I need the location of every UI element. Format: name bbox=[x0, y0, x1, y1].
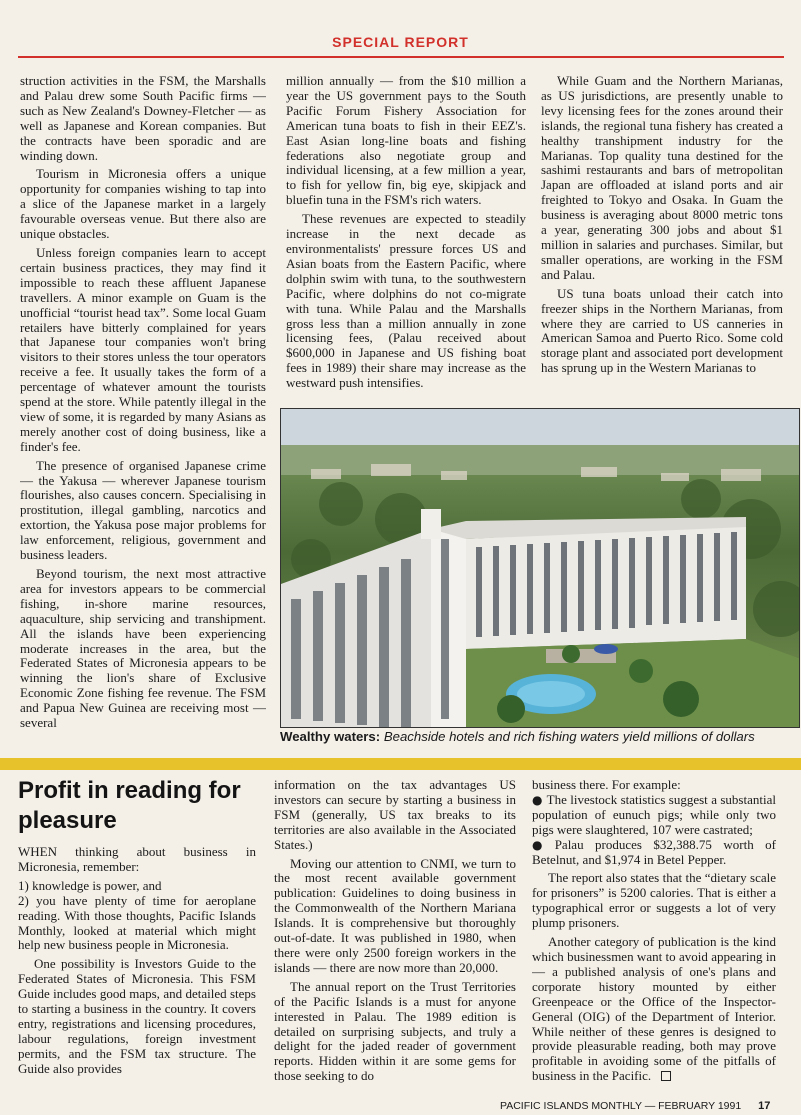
header-rule bbox=[18, 56, 784, 58]
sidebar-paragraph bbox=[532, 935, 776, 1084]
sidebar-paragraph: Moving our attention to CNMI, we turn to the most recent available government publication: Guidelines to doing business in the Commonwealth of the Northern Mariana Islands. It is comprehensive but thoroughly out-of-date. It was published in 1980, when there were only 2500 foreign workers in the islands — there are now more than 20,000. bbox=[274, 855, 516, 975]
article-paragraph: struction activities in the FSM, the Marshalls and Palau drew some South Pacific firms — such as New Zealand's Downey-Fletcher — as well as Japanese and Korean companies. But the contracts have been sporadic and are winding down. bbox=[20, 74, 266, 163]
bullet-icon: ● bbox=[532, 792, 543, 807]
photo-caption bbox=[280, 729, 800, 744]
footer-publication: PACIFIC ISLANDS MONTHLY — FEBRUARY 1991 bbox=[500, 1100, 742, 1112]
sidebar-paragraph-text: Another category of publication is the kind which businessmen want to avoid appearing in — a published analysis of one's plans and corporate history mounted by either Greenpeace or the Office of the Inspector-General (OIG) of the Department of Interior. While neither of these genres is designed to provide pleasurable reading, both may prove profitable in avoiding some of the pitfalls of business in the Pacific. bbox=[532, 934, 776, 1084]
article-column-1 bbox=[20, 74, 266, 754]
bullet-text: Palau produces $32,388.75 worth of Betelnut, and $1,974 in Betel Pepper. bbox=[532, 836, 776, 867]
sidebar-paragraph: information on the tax advantages US investors can secure by starting a business in FSM (generally, US tax breaks to its territories are also available in the Associated States.) bbox=[274, 778, 516, 852]
end-mark-icon bbox=[661, 1071, 671, 1081]
article-paragraph: Tourism in Micronesia offers a unique opportunity for companies wishing to tap into a slice of the Japanese market in a largely favourable overseas venue. But there also are unique obstacles. bbox=[20, 166, 266, 242]
article-column-3 bbox=[541, 74, 783, 404]
article-paragraph: These revenues are expected to steadily increase in the next decade as environmentalists' pressure forces US and Asian boats from the Eastern Pacific, where dolphin swim with tuna, to the southwestern Pacific, where dolphins do not co-migrate with tuna. While Palau and the Marshalls gross less than a million annually in zone licensing fees, (Palau received about $600,000 in Japanese and US fishing boat fees in 1989) their share may increase as the westward push intensifies. bbox=[286, 211, 526, 391]
page-footer bbox=[500, 1100, 790, 1112]
sidebar-title: Profit in reading for pleasure bbox=[18, 777, 241, 834]
hotel-photo bbox=[280, 408, 800, 728]
caption-lead: Wealthy waters: bbox=[280, 729, 381, 744]
sidebar-paragraph: One possibility is Investors Guide to the Federated States of Micronesia. This FSM Guide includes good maps, and detailed steps to starting a business in the country. It covers entry, registrations and licensing procedures, labour regulations, foreign investment permits, and the FSM tax structure. The Guide also provides bbox=[18, 956, 256, 1076]
sidebar-paragraph: The report also states that the “dietary scale for prisoners” is 5200 calories. That is either a typographical error or suggests a lot of very plump prisoners. bbox=[532, 870, 776, 931]
caption-text: Beachside hotels and rich fishing waters yield millions of dollars bbox=[383, 729, 755, 744]
hotel-photo-illustration bbox=[281, 409, 800, 728]
page-number: 17 bbox=[758, 1100, 771, 1112]
section-header: SPECIAL REPORT bbox=[332, 34, 469, 50]
article-paragraph: US tuna boats unload their catch into freezer ships in the Northern Marianas, from where they are carried to US canneries in American Samoa and Puerto Rico. Some cold storage plant and associated port development has sprung up in the Western Marianas to bbox=[541, 285, 783, 376]
sidebar-column-3 bbox=[532, 778, 776, 1096]
sidebar-paragraph: 1) knowledge is power, and bbox=[18, 877, 162, 893]
article-paragraph: Unless foreign companies learn to accept certain business practices, they may find it impossible to reach these affluent Japanese travellers. A minor example on Guam is the unofficial “tourist head tax”. Some local Guam retailers have bitterly complained for years that Japanese tour companies won't bring visitors to their stores unless the tour operators receive a fee. It usually takes the form of a percentage of whatever amount the tourists spend at the store. While patently illegal in the view of some, it is regarded by many Asians as merely another cost of doing business, like a finder's fee. bbox=[20, 244, 266, 454]
article-paragraph: Beyond tourism, the next most attractive area for investors appears to be commercial fishing, in-shore marine resources, aquaculture, ship servicing and transhipment. All the islands have been experiencing moderate increases in the area, but the Federated States of Micronesia appears to be winning the lion's share of Exclusive Economic Zone fishing fee revenue. The FSM and Papua New Guinea are receiving most — several bbox=[20, 566, 266, 731]
sidebar-column-1 bbox=[18, 845, 256, 1090]
bullet-item bbox=[532, 838, 776, 868]
sidebar-paragraph: 2) you have plenty of time for aeroplane reading. With those thoughts, Pacific Islands Monthly, looked at material which might help new business people in Micronesia. bbox=[18, 892, 256, 953]
sidebar-paragraph: WHEN thinking about business in Micronesia, remember: bbox=[18, 845, 256, 874]
article-paragraph: The presence of organised Japanese crime — the Yakusa — wherever Japanese tourism flourishes, also causes concern. Specialising in prostitution, illegal gambling, narcotics and extortion, the Yakusa pose major problems for law enforcement, religious, government and business leaders. bbox=[20, 457, 266, 563]
section-divider bbox=[0, 758, 801, 770]
article-column-2 bbox=[286, 74, 526, 400]
sidebar-paragraph: The annual report on the Trust Territories of the Pacific Islands is a must for anyone interested in Palau. The 1989 edition is detailed on surprising subjects, and truly a delight for the jaded reader of government reports. Hidden within it are some gems for those seeking to do bbox=[274, 978, 516, 1084]
bullet-item bbox=[532, 793, 776, 838]
sidebar-column-2 bbox=[274, 778, 516, 1096]
bullet-icon: ● bbox=[532, 837, 551, 852]
article-paragraph: million annually — from the $10 million a year the US government pays to the South Pacific Forum Fishery Association for American tuna boats to fish in their EEZ's. East Asian long-line boats and fishing federations also negotiate group and individual licensing, at a few million a year, to fish for yellow fin, big eye, skipjack and bluefin tuna in the FSM's rich waters. bbox=[286, 74, 526, 208]
article-paragraph: While Guam and the Northern Marianas, as US jurisdictions, are presently unable to levy licensing fees for the zones around their islands, the regional tuna fishery has created a healthy transhipment industry for the Marianas. Top quality tuna destined for the sashimi restaurants and bars of metropolitan Japan are offloaded at island ports and air freighted to Tokyo and Osaka. In Guam the business is averaging about 8000 metric tons a year, generating 300 jobs and about $1 million in salaries and purchases. Similar, but smaller operations, are working in the FSM and Palau. bbox=[541, 74, 783, 282]
bullet-text: The livestock statistics suggest a substantial population of eunuch pigs; while only two pigs were slaughtered, 107 were castrated; bbox=[532, 791, 776, 837]
sidebar-paragraph: business there. For example: bbox=[532, 778, 681, 792]
